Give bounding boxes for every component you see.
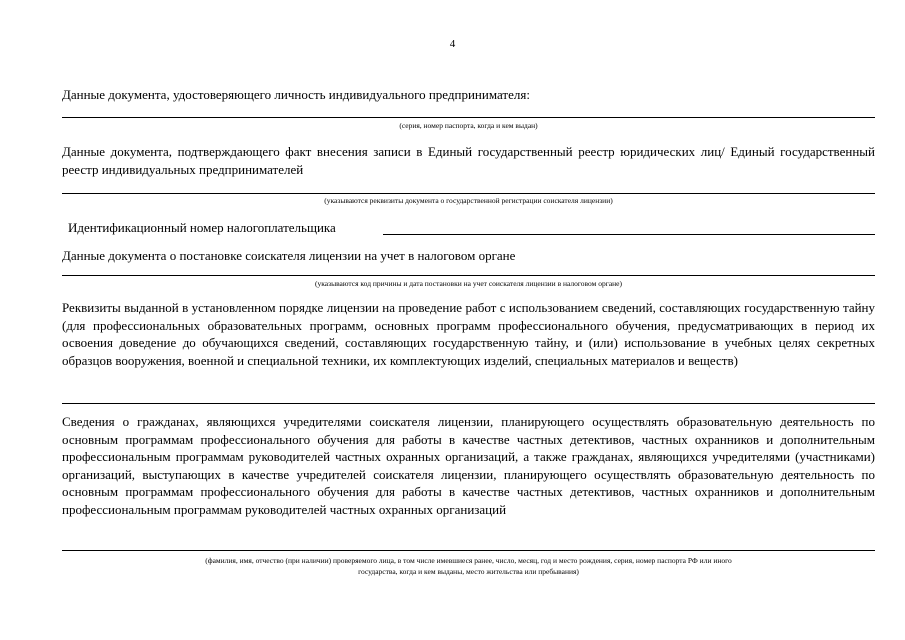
- page-number: 4: [449, 38, 456, 50]
- identity-doc-caption: (серия, номер паспорта, когда и кем выдан): [399, 121, 538, 130]
- identity-doc-label: Данные документа, удостоверяющего личность индивидуального предпринимателя:: [62, 87, 530, 102]
- egr-doc-field-line[interactable]: [62, 193, 875, 194]
- tax-registration-caption: (указываются код причины и дата постановки на учет соискателя лицензии в налоговом органе): [315, 279, 622, 288]
- egr-doc-label: Данные документа, подтверждающего факт внесения записи в Единый государственный реестр юридических лиц/ Единый государственный реестр индивидуальных предпринимателей: [62, 144, 875, 177]
- inn-field-line[interactable]: [383, 234, 875, 235]
- secret-license-field-line[interactable]: [62, 403, 875, 404]
- tax-registration-field-line[interactable]: [62, 275, 875, 276]
- founders-caption-line-2: государства, когда и кем выданы, место жительства или пребывания): [358, 567, 579, 576]
- egr-doc-caption: (указываются реквизиты документа о государственной регистрации соискателя лицензии): [324, 196, 613, 205]
- founders-field-line[interactable]: [62, 550, 875, 551]
- inn-label: Идентификационный номер налогоплательщика: [68, 220, 336, 235]
- founders-label: Сведения о гражданах, являющихся учредителями соискателя лицензии, планирующего осуществлять образовательную деятельность по основным программам профессионального обучения для работы в качестве частных детективов, частных охранников и дополнительным профессиональным программам руководителей частных охранных организаций, а также гражданах, являющихся учредителями (участниками) организаций, выступающих в качестве учредителей соискателя лицензии, планирующего осуществлять образовательную деятельность по основным программам профессионального обучения для работы в качестве частных детективов, частных охранников и дополнительным профессиональным программам руководителей частных охранных организаций: [62, 414, 875, 517]
- identity-doc-field-line[interactable]: [62, 117, 875, 118]
- tax-registration-label: Данные документа о постановке соискателя лицензии на учет в налоговом органе: [62, 248, 516, 263]
- secret-license-label: Реквизиты выданной в установленном порядке лицензии на проведение работ с использованием сведений, составляющих государственную тайну (для профессиональных образовательных программ, основных программ профессионального обучения, предусматривающих в период их освоения доведение до обучающихся сведений, составляющих государственную тайну, и (или) использование в учебных целях секретных образцов вооружения, военной и специальной техники, их комплектующих изделий, специальных материалов и веществ): [62, 300, 875, 368]
- founders-caption-line-1: (фамилия, имя, отчество (при наличии) проверяемого лица, в том числе имевшиеся ранее, число, месяц, год и место рождения, серия, номер паспорта РФ или иного: [205, 556, 732, 565]
